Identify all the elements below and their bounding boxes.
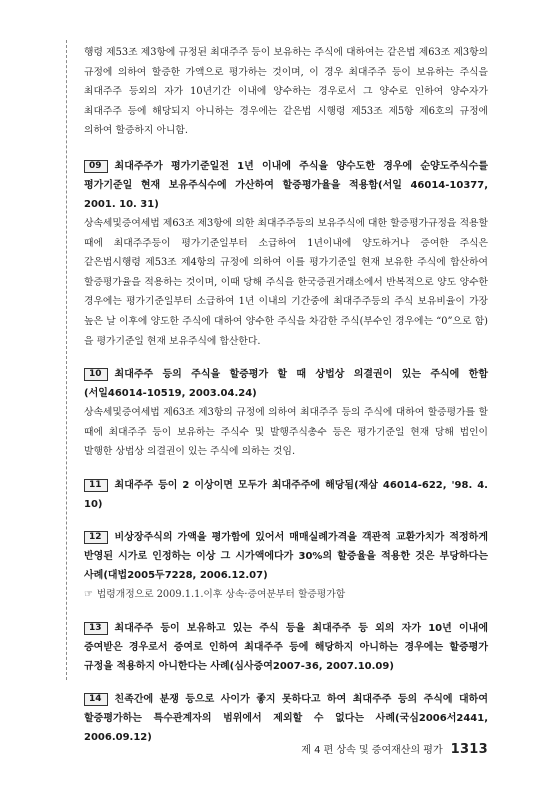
margin-dashed-rule	[66, 40, 67, 680]
case-12	[84, 528, 488, 605]
case-heading	[84, 476, 488, 514]
case-heading	[84, 365, 488, 403]
case-11	[84, 476, 488, 514]
intro-paragraph: 행령 제53조 제3항에 규정된 최대주주 등이 보유하는 주식에 대하여는 같은법 제63조 제3항의 규정에 의하여 할증한 가액으로 평가하는 것이며, 이 경우 최대주주 등이 보유하는 주식을 최대주주 등외의 자가 10년기간 이내에 양수하는 경우로서 그 양수로 인하여 양수자가 최대주주 등에 해당되지 아니하는 경우에는 같은법 시행령 제53조 제5항 제6호의 규정에 의하여 할증하지 아니함.	[84, 47, 488, 137]
case-heading-text: 최대주주 등의 주식을 할증평가 할 때 상법상 의결권이 있는 주식에 한함(서일46014-10519, 2003.04.24)	[84, 369, 488, 400]
case-note-text: 법령개정으로 2009.1.1.이후 상속·증여분부터 할증평가함	[96, 588, 346, 600]
case-body: 상속세및증여세법 제63조 제3항의 규정에 의하여 최대주주 등의 주식에 대하여 할증평가를 할 때에 최대주주 등이 보유하는 주식수 및 발행주식총수 등은 평가기준일 현재 당해 법인이 발행한 상법상 의결권이 있는 주식에 의하는 것임.	[84, 407, 488, 458]
case-number-badge: 14	[84, 693, 108, 706]
case-note	[84, 585, 488, 605]
case-number-badge: 12	[84, 531, 108, 544]
case-number-badge: 13	[84, 622, 108, 635]
case-heading-text: 친족간에 분쟁 등으로 사이가 좋지 못하다고 하여 최대주주 등의 주식에 대하여 할증평가하는 특수관계자의 범위에서 제외할 수 없다는 사례(국심2006서2441, 2006.09.12)	[84, 693, 488, 743]
case-13	[84, 619, 488, 676]
case-heading	[84, 157, 488, 214]
case-heading-text: 최대주주 등이 보유하고 있는 주식 등을 최대주주 등 외의 자가 10년 이내에 증여받은 경우로서 증여로 인하여 최대주주 등에 해당하지 아니하는 경우에는 할증평가 규정을 적용하지 아니한다는 사례(심사증여2007-36, 2007.10.09)	[84, 622, 488, 672]
pointing-hand-icon: ☞	[84, 588, 93, 600]
page-number: 1313	[450, 742, 488, 757]
case-number-badge: 10	[84, 368, 108, 381]
footer-part-label: 제 4 편 상속 및 증여재산의 평가	[301, 745, 443, 756]
page-footer	[301, 741, 488, 757]
case-body: 상속세및증여세법 제63조 제3항에 의한 최대주주등의 보유주식에 대한 할증평가규정을 적용할 때에 최대주주등이 평가기준일부터 소급하여 1년이내에 양도하거나 증여한 주식은 같은법시행령 제53조 제4항의 규정에 의하여 이를 평가기준일 현재 보유한 주식에 합산하여 할증평가율을 적용하는 것이며, 이때 당해 주식을 한국증권거래소에서 반복적으로 양도 양수한 경우에는 평가기준일부터 소급하여 1년 이내의 기간중에 최대주주등의 주식 보유비율이 가장 높은 날 이후에 양도한 주식에 대하여 양수한 주식을 차감한 주식(부수인 경우에는 “0”으로 함)을 평가기준일 현재 보유주식에 합산한다.	[84, 217, 488, 347]
case-14	[84, 690, 488, 747]
case-heading	[84, 528, 488, 585]
case-number-badge: 11	[84, 479, 108, 492]
case-heading	[84, 619, 488, 676]
case-heading	[84, 690, 488, 747]
case-number-badge: 09	[84, 160, 108, 173]
page-content	[84, 43, 488, 761]
case-heading-text: 최대주주가 평가기준일전 1년 이내에 주식을 양수도한 경우에 순양도주식수를 평가기준일 현재 보유주식수에 가산하여 할증평가율을 적용함(서일 46014-10377, 2001. 10. 31)	[84, 160, 488, 210]
case-heading-text: 비상장주식의 가액을 평가함에 있어서 매매실례가격을 객관적 교환가치가 적정하게 반영된 시가로 인정하는 이상 그 시가액에다가 30%의 할증율을 적용한 것은 부당하다는 사례(대법2005두7228, 2006.12.07)	[84, 531, 488, 581]
case-heading-text: 최대주주 등이 2 이상이면 모두가 최대주주에 해당됨(재삼 46014-622, '98. 4. 10)	[84, 479, 488, 510]
case-09	[84, 157, 488, 351]
case-10	[84, 365, 488, 462]
